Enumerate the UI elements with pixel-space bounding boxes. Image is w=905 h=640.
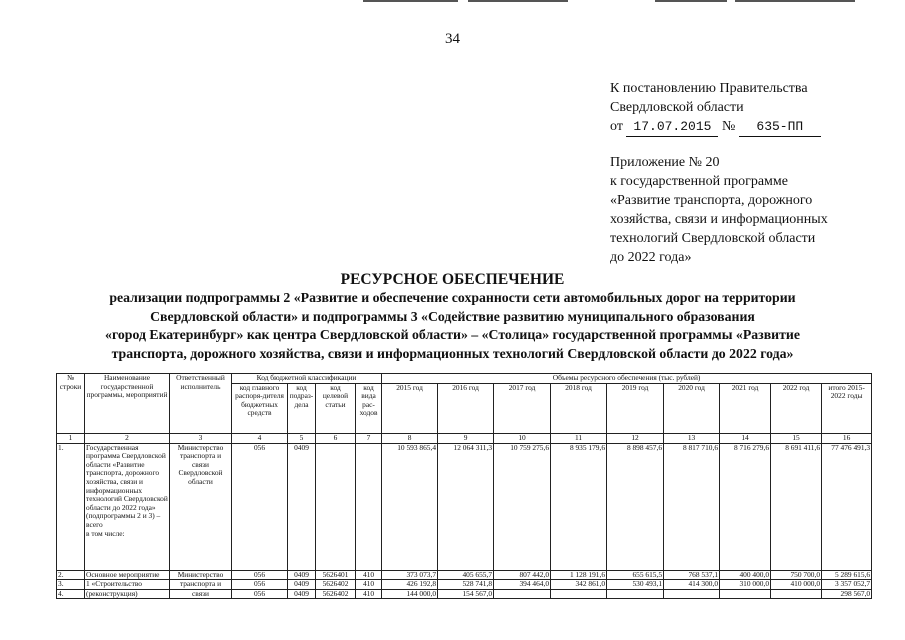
program-name: (реконструкция) [85,589,170,599]
appendix-line: «Развитие транспорта, дорожного [610,193,813,208]
column-number: 7 [356,433,382,443]
column-number: 6 [316,433,356,443]
header-total: итого 2015-2022 годы [822,383,872,433]
value-2015: 144 000,0 [382,589,438,599]
column-number: 11 [551,433,607,443]
program-name: Основное мероприятие [85,570,170,580]
executor-cell: транспорта и [170,580,232,590]
column-number: 16 [822,433,872,443]
header-year: 2021 год [720,383,771,433]
header-target-code: код целевой статьи [316,383,356,433]
document-heading [40,270,865,363]
heading-line: Свердловской области» и подпрограммы 3 «Содействие развитию муниципального образования [150,308,755,324]
section-code: 0409 [288,580,316,590]
section-code: 0409 [288,589,316,599]
value-2021: 400 400,0 [720,570,771,580]
row-number: 1. [57,443,85,570]
value-2020: 414 300,0 [664,580,720,590]
top-edge-line [363,0,458,2]
value-2020 [664,589,720,599]
appendix-line: Приложение № 20 [610,155,720,170]
expense-type-code: 410 [356,570,382,580]
header-expense-type-code: код вида рас-ходов [356,383,382,433]
approval-line: К постановлению Правительства [610,81,808,96]
main-manager-code: 056 [232,570,288,580]
value-2019: 655 615,5 [607,570,664,580]
table-row [57,589,872,599]
row-number: 2. [57,570,85,580]
value-2018: 342 861,0 [551,580,607,590]
value-total: 77 476 491,3 [822,443,872,570]
program-name: 1 «Строительство [85,580,170,590]
column-number-row [57,433,872,443]
column-number: 9 [438,433,494,443]
resource-table [56,373,872,599]
table-header-row [57,374,872,384]
expense-type-code [356,443,382,570]
approval-line: Свердловской области [610,100,744,115]
heading-line: транспорта, дорожного хозяйства, связи и информационных технологий Свердловской области до 2022 года» [111,345,794,361]
value-2018: 8 935 179,6 [551,443,607,570]
appendix-line: к государственной программе [610,174,788,189]
value-total: 298 567,0 [822,589,872,599]
number-prefix: № [721,119,736,134]
executor-cell: Министерство [170,570,232,580]
column-number: 2 [85,433,170,443]
value-2021: 8 716 279,6 [720,443,771,570]
value-2020: 8 817 710,6 [664,443,720,570]
value-2022: 750 700,0 [771,570,822,580]
header-name: Наименование государственной программы, мероприятий [85,374,170,434]
executor-cell: связи [170,589,232,599]
section-code: 0409 [288,443,316,570]
heading-line: реализации подпрограммы 2 «Развитие и обеспечение сохранности сети автомобильных дорог на территории [109,290,796,305]
top-edge-line [735,0,855,2]
value-2015: 426 192,8 [382,580,438,590]
program-name: Государственная программа Свердловской области «Развитие транспорта, дорожного хозяйства, связи и информационных технологий Свердловской области до 2022 года» (подпрограммы 2 и 3) – всего [86,443,168,529]
heading-line: «город Екатеринбург» как центра Свердловской области» – «Столица» государственной программы «Развитие [105,327,800,343]
value-2019: 530 493,1 [607,580,664,590]
value-2017: 10 759 275,6 [494,443,551,570]
column-number: 1 [57,433,85,443]
header-year: 2015 год [382,383,438,433]
main-manager-code: 056 [232,589,288,599]
header-row-no: № строки [57,374,85,434]
value-2016: 12 064 311,3 [438,443,494,570]
main-manager-code: 056 [232,443,288,570]
header-year: 2020 год [664,383,720,433]
section-code: 0409 [288,570,316,580]
executor-cell: Министерство транспорта и связи Свердловской области [170,443,232,570]
column-number: 5 [288,433,316,443]
column-number: 12 [607,433,664,443]
target-code: 5626402 [316,589,356,599]
target-code [316,443,356,570]
table-row [57,443,872,570]
appendix-line: технологий Свердловской области [610,231,816,246]
value-total: 5 289 615,6 [822,570,872,580]
value-2017 [494,589,551,599]
target-code: 5626401 [316,570,356,580]
value-2016: 528 741,8 [438,580,494,590]
main-manager-code: 056 [232,580,288,590]
header-year: 2016 год [438,383,494,433]
value-2022: 8 691 411,6 [771,443,822,570]
appendix-line: до 2022 года» [610,250,692,265]
row-number: 3. [57,580,85,590]
document-title: РЕСУРСНОЕ ОБЕСПЕЧЕНИЕ [340,271,565,288]
value-2017: 807 442,0 [494,570,551,580]
value-2022 [771,589,822,599]
appendix-line: хозяйства, связи и информационных [610,212,828,227]
value-total: 3 357 052,7 [822,580,872,590]
value-2020: 768 537,1 [664,570,720,580]
top-edge-line [655,0,727,2]
column-number: 3 [170,433,232,443]
value-2018 [551,589,607,599]
header-section-code: код подраз-дела [288,383,316,433]
value-2021: 310 000,0 [720,580,771,590]
approval-number: 635-ПП [739,117,821,137]
approval-date: 17.07.2015 [626,117,718,137]
value-2018: 1 128 191,6 [551,570,607,580]
value-2017: 394 464,0 [494,580,551,590]
column-number: 4 [232,433,288,443]
program-name-tail: в том числе: [86,528,125,538]
column-number: 8 [382,433,438,443]
header-resource-volumes: Объемы ресурсного обеспечения (тыс. рублей) [382,374,872,384]
column-number: 15 [771,433,822,443]
expense-type-code: 410 [356,589,382,599]
header-year: 2019 год [607,383,664,433]
approval-date-line [610,117,821,137]
header-year: 2022 год [771,383,822,433]
value-2016: 405 655,7 [438,570,494,580]
table-row [57,580,872,590]
value-2021 [720,589,771,599]
date-prefix: от [610,119,623,134]
column-number: 14 [720,433,771,443]
appendix-block [610,153,828,267]
program-name-cell [85,443,170,570]
value-2019: 8 898 457,6 [607,443,664,570]
row-number: 4. [57,589,85,599]
table-row [57,570,872,580]
page-number: 34 [445,31,460,47]
header-year: 2017 год [494,383,551,433]
value-2015: 10 593 865,4 [382,443,438,570]
value-2015: 373 073,7 [382,570,438,580]
header-budget-classification: Код бюджетной классификации [232,374,382,384]
column-number: 13 [664,433,720,443]
expense-type-code: 410 [356,580,382,590]
value-2022: 410 000,0 [771,580,822,590]
value-2019 [607,589,664,599]
header-main-manager-code: код главного распоря-дителя бюджетных средств [232,383,288,433]
top-edge-line [468,0,568,2]
target-code: 5626402 [316,580,356,590]
approval-block [610,79,821,137]
header-year: 2018 год [551,383,607,433]
value-2016: 154 567,0 [438,589,494,599]
column-number: 10 [494,433,551,443]
header-executor: Ответственный исполнитель [170,374,232,434]
